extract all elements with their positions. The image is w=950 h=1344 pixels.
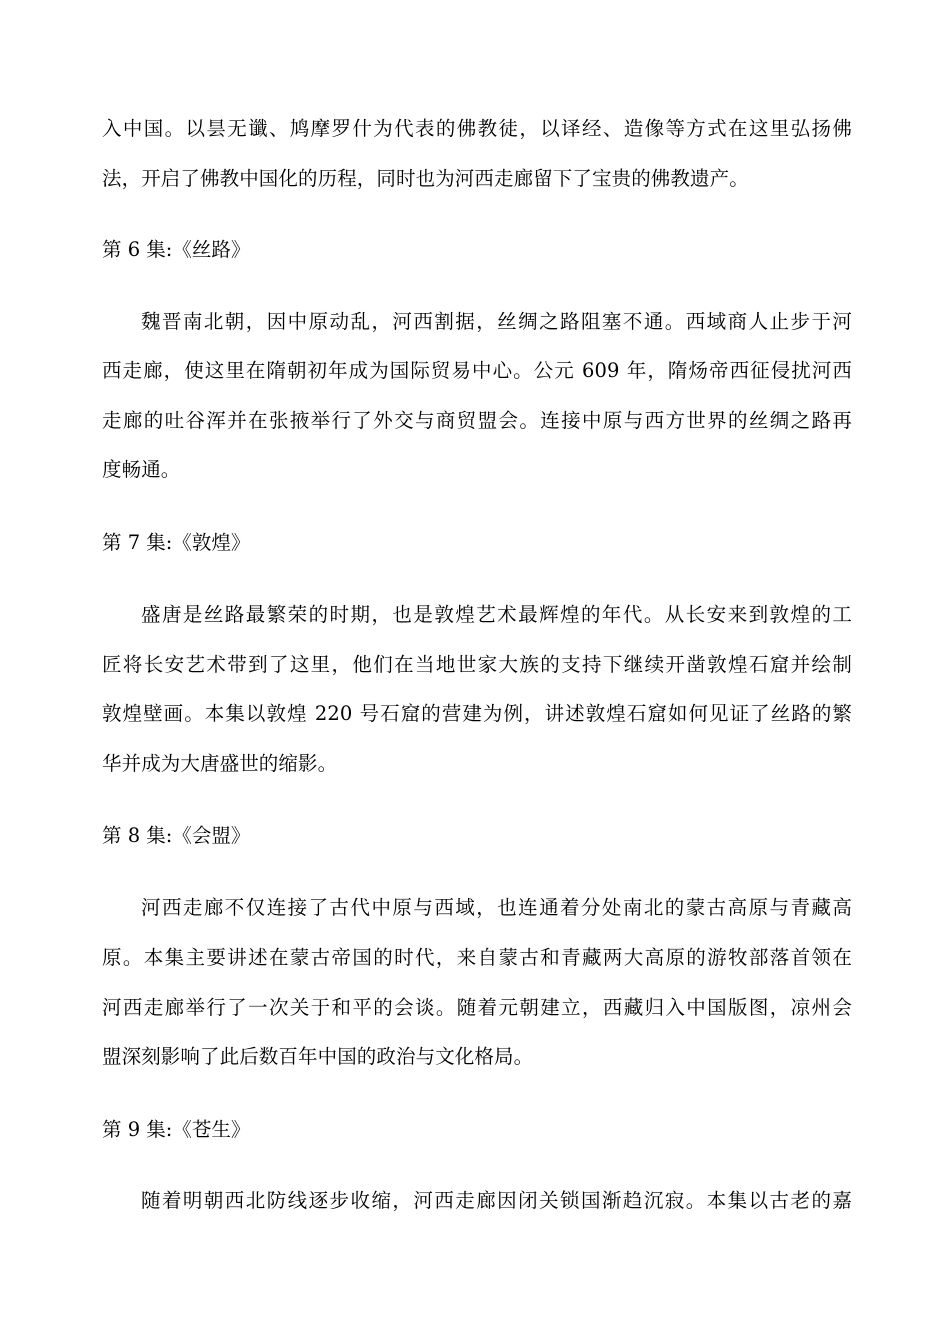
paragraph-line: 盟深刻影响了此后数百年中国的政治与文化格局。 <box>102 1045 534 1068</box>
paragraph-line: 魏晋南北朝，因中原动乱，河西割据，丝绸之路阻塞不通。西域商人止步于河 <box>141 310 852 333</box>
paragraph-line: 走廊的吐谷浑并在张掖举行了外交与商贸盟会。连接中原与西方世界的丝绸之路再 <box>102 409 852 432</box>
paragraph-line: 敦煌壁画。本集以敦煌 220 号石窟的营建为例，讲述敦煌石窟如何见证了丝路的繁 <box>102 702 852 725</box>
episode-heading: 第 8 集:《会盟》 <box>102 824 251 847</box>
paragraph-line: 河西走廊不仅连接了古代中原与西域，也连通着分处南北的蒙古高原与青藏高 <box>141 896 852 919</box>
episode-heading: 第 9 集:《苍生》 <box>102 1118 251 1141</box>
paragraph-line: 随着明朝西北防线逐步收缩，河西走廊因闭关锁国渐趋沉寂。本集以古老的嘉 <box>141 1189 852 1212</box>
paragraph-line: 匠将长安艺术带到了这里，他们在当地世家大族的支持下继续开凿敦煌石窟并绘制 <box>102 653 852 676</box>
paragraph-line: 法，开启了佛教中国化的历程，同时也为河西走廊留下了宝贵的佛教遗产。 <box>102 167 749 190</box>
paragraph-line: 西走廊，使这里在隋朝初年成为国际贸易中心。公元 609 年，隋炀帝西征侵扰河西 <box>102 359 852 382</box>
paragraph-line: 度畅通。 <box>102 458 181 481</box>
episode-heading: 第 6 集:《丝路》 <box>102 238 251 261</box>
paragraph-line: 华并成为大唐盛世的缩影。 <box>102 752 338 775</box>
episode-heading: 第 7 集:《敦煌》 <box>102 531 251 554</box>
paragraph-line: 盛唐是丝路最繁荣的时期，也是敦煌艺术最辉煌的年代。从长安来到敦煌的工 <box>141 603 852 626</box>
paragraph-line: 原。本集主要讲述在蒙古帝国的时代，来自蒙古和青藏两大高原的游牧部落首领在 <box>102 946 852 969</box>
paragraph-line: 入中国。以昙无谶、鸠摩罗什为代表的佛教徒，以译经、造像等方式在这里弘扬佛 <box>102 117 852 140</box>
paragraph-line: 河西走廊举行了一次关于和平的会谈。随着元朝建立，西藏归入中国版图，凉州会 <box>102 996 852 1019</box>
